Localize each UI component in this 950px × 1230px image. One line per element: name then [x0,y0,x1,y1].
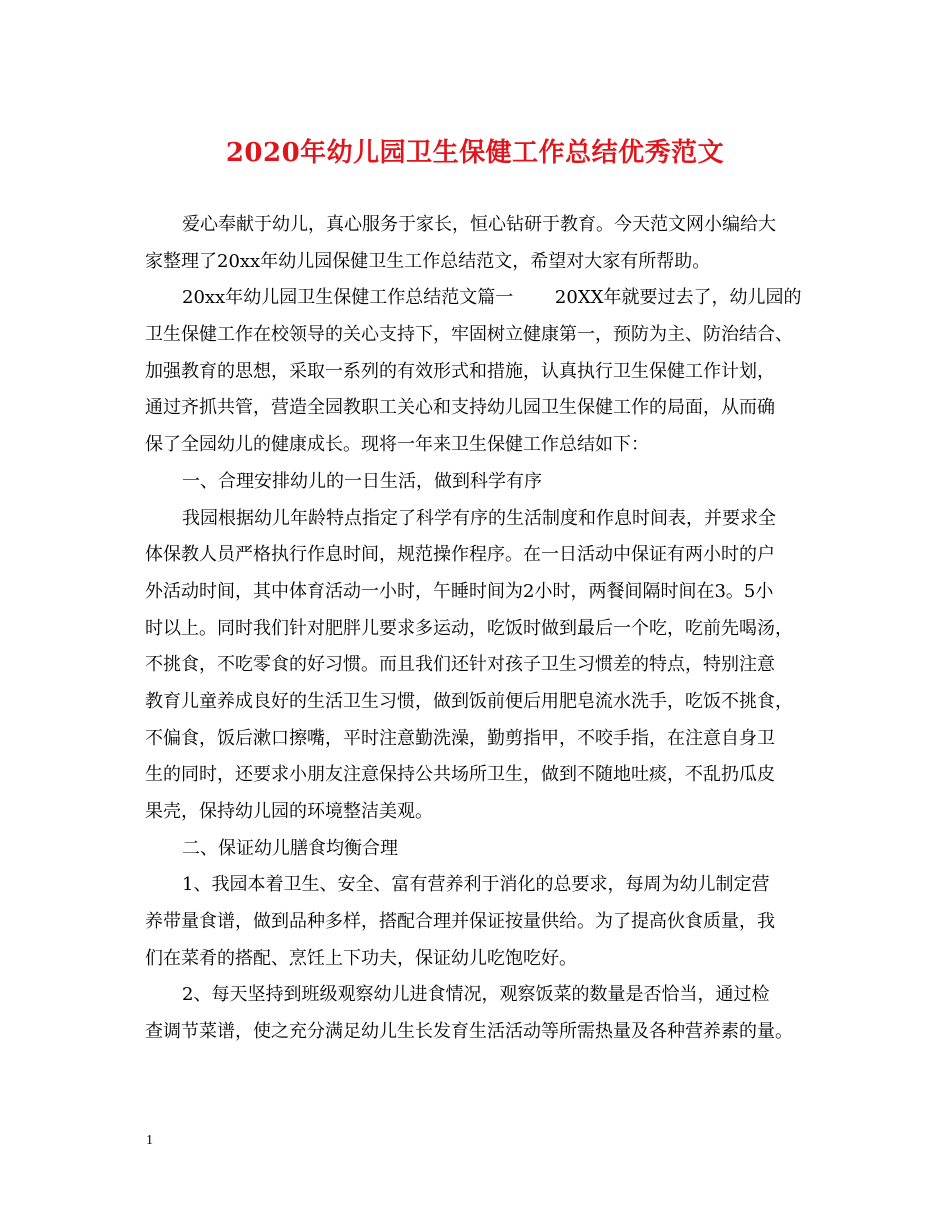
text-line: 1、我园本着卫生、安全、富有营养利于消化的总要求，每周为幼儿制定营 [182,874,770,896]
text-line: 时以上。同时我们针对肥胖儿要求多运动，吃饭时做到最后一个吃，吃前先喝汤， [145,617,793,639]
text-line: 们在菜肴的搭配、烹饪上下功夫，保证幼儿吃饱吃好。 [145,947,577,969]
text-line: 家整理了20xx年幼儿园保健卫生工作总结范文，希望对大家有所帮助。 [145,250,711,272]
text-line: 一、合理安排幼儿的一日生活，做到科学有序 [182,470,542,492]
text-line: 养带量食谱，做到品种多样，搭配合理并保证按量供给。为了提高伙食质量，我 [145,911,775,933]
text-line: 卫生保健工作在校领导的关心支持下，牢固树立健康第一，预防为主、防治结合、 [145,324,793,346]
text-line: 外活动时间，其中体育活动一小时，午睡时间为2小时，两餐间隔时间在3。5小 [145,580,774,602]
text-line: 通过齐抓共管，营造全园教职工关心和支持幼儿园卫生保健工作的局面，从而确 [145,397,775,419]
text-line: 二、保证幼儿膳食均衡合理 [182,837,398,859]
text-line: 爱心奉献于幼儿，真心服务于家长，恒心钻研于教育。今天范文网小编给大 [182,214,776,235]
text-line: 20xx年幼儿园卫生保健工作总结范文篇一 20XX年就要过去了，幼儿园的 [182,287,802,309]
text-line: 加强教育的思想，采取一系列的有效形式和措施，认真执行卫生保健工作计划， [145,360,775,382]
text-line: 我园根据幼儿年龄特点指定了科学有序的生活制度和作息时间表，并要求全 [182,507,776,529]
text-line: 2、每天坚持到班级观察幼儿进食情况，观察饭菜的数量是否恰当，通过检 [182,984,770,1006]
document-body [145,207,810,1051]
text-line: 查调节菜谱，使之充分满足幼儿生长发育生活活动等所需热量及各种营养素的量。 [145,1021,793,1043]
text-line: 果壳，保持幼儿园的环境整洁美观。 [145,801,433,822]
page-number: 1 [146,1133,153,1148]
text-line: 保了全园幼儿的健康成长。现将一年来卫生保健工作总结如下： [145,434,649,456]
text-line: 教育儿童养成良好的生活卫生习惯，做到饭前便后用肥皂流水洗手，吃饭不挑食， [145,690,793,712]
text-line: 不偏食，饭后漱口擦嘴，平时注意勤洗澡，勤剪指甲，不咬手指，在注意自身卫 [145,727,775,749]
document-title: 2020年幼儿园卫生保健工作总结优秀范文 [225,138,725,168]
text-line: 不挑食，不吃零食的好习惯。而且我们还针对孩子卫生习惯差的特点，特别注意 [145,654,775,676]
text-line: 生的同时，还要求小朋友注意保持公共场所卫生，做到不随地吐痰，不乱扔瓜皮 [145,764,775,786]
text-line: 体保教人员严格执行作息时间，规范操作程序。在一日活动中保证有两小时的户 [145,544,775,566]
